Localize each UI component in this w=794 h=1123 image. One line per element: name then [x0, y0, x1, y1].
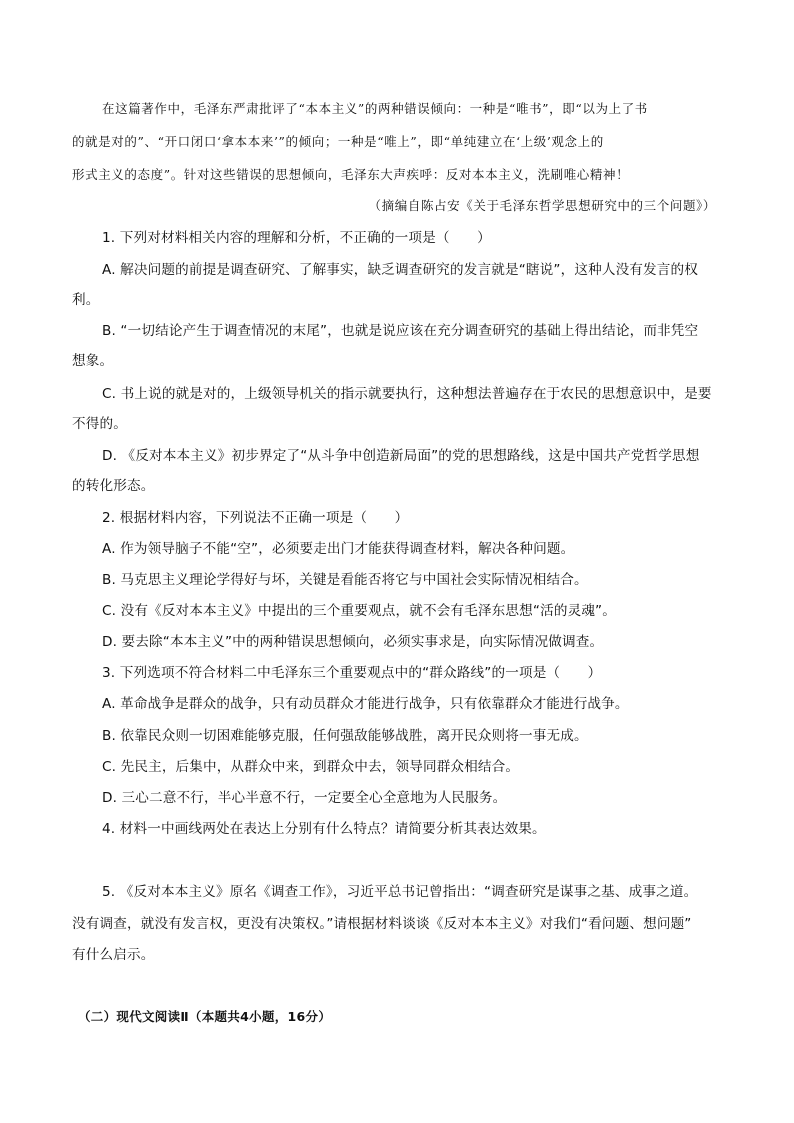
material-line-1: 在这篇著作中，毛泽东严肃批评了“本本主义”的两种错误倾向：一种是“唯书”，即“以为上了书	[102, 101, 648, 116]
q1-option-b-line-2: 想象。	[72, 353, 114, 369]
q1-option-a-line-1: A. 解决问题的前提是调查研究、了解事实，缺乏调查研究的发言就是“瞎说”，这种人没有发言的权	[102, 262, 699, 278]
q1-stem: 1. 下列对材料相关内容的理解和分析，不正确的一项是（ ）	[102, 230, 491, 246]
q2-option-c: C. 没有《反对本本主义》中提出的三个重要观点，就不会有毛泽东思想“活的灵魂”。	[102, 603, 616, 619]
q4-stem: 4. 材料一中画线两处在表达上分别有什么特点？请简要分析其表达效果。	[102, 821, 546, 837]
q3-option-b: B. 依靠民众则一切困难能够克服，任何强敌能够战胜，离开民众则将一事无成。	[102, 728, 588, 744]
q1-option-b-line-1: B. “一切结论产生于调查情况的末尾”，也就是说应该在充分调查研究的基础上得出结论，而非凭空	[102, 323, 699, 339]
q5-line-3: 有什么启示。	[72, 947, 155, 963]
material-source: （摘编自陈占安《关于毛泽东哲学思想研究中的三个问题》）	[368, 198, 716, 213]
q3-option-c: C. 先民主，后集中，从群众中来，到群众中去，领导同群众相结合。	[102, 759, 520, 775]
material-line-2: 的就是对的”、“开口闭口‘拿本本来’”的倾向；一种是“唯上”，即“单纯建立在‘上级’观念上的	[72, 134, 604, 149]
q3-stem: 3. 下列选项不符合材料二中毛泽东三个重要观点中的“群众路线”的一项是（ ）	[102, 665, 602, 681]
q5-line-2: 没有调查，就没有发言权，更没有决策权。”请根据材料谈谈《反对本本主义》对我们“看问题、想问题”	[72, 916, 692, 932]
q1-option-d-line-2: 的转化形态。	[72, 478, 155, 494]
q1-option-d-line-1: D. 《反对本本主义》初步界定了“从斗争中创造新局面”的党的思想路线，这是中国共产党哲学思想	[102, 448, 700, 464]
q1-option-c-line-1: C. 书上说的就是对的，上级领导机关的指示就要执行，这种想法普遍存在于农民的思想意识中，是要	[102, 386, 712, 402]
q3-option-d: D. 三心二意不行，半心半意不行，一定要全心全意地为人民服务。	[102, 790, 507, 806]
q3-option-a: A. 革命战争是群众的战争，只有动员群众才能进行战争，只有依靠群众才能进行战争。	[102, 696, 629, 712]
q5-line-1: 5. 《反对本本主义》原名《调查工作》，习近平总书记曾指出：“调查研究是谋事之基、成事之道。	[102, 884, 698, 900]
q2-stem: 2. 根据材料内容，下列说法不正确一项是（ ）	[102, 510, 409, 526]
q2-option-d: D. 要去除“本本主义”中的两种错误思想倾向，必须实事求是，向实际情况做调查。	[102, 634, 604, 650]
q1-option-c-line-2: 不得的。	[72, 416, 127, 432]
section-heading: （二）现代文阅读Ⅱ（本题共4小题，16分）	[78, 1009, 332, 1024]
q1-option-a-line-2: 利。	[72, 292, 100, 308]
q2-option-b: B. 马克思主义理论学得好与坏，关键是看能否将它与中国社会实际情况相结合。	[102, 572, 588, 588]
material-line-3: 形式主义的态度”。针对这些错误的思想倾向，毛泽东大声疾呼：反对本本主义，洗刷唯心精神！	[72, 167, 630, 182]
q2-option-a: A. 作为领导脑子不能“空”，必须要走出门才能获得调查材料，解决各种问题。	[102, 541, 575, 557]
